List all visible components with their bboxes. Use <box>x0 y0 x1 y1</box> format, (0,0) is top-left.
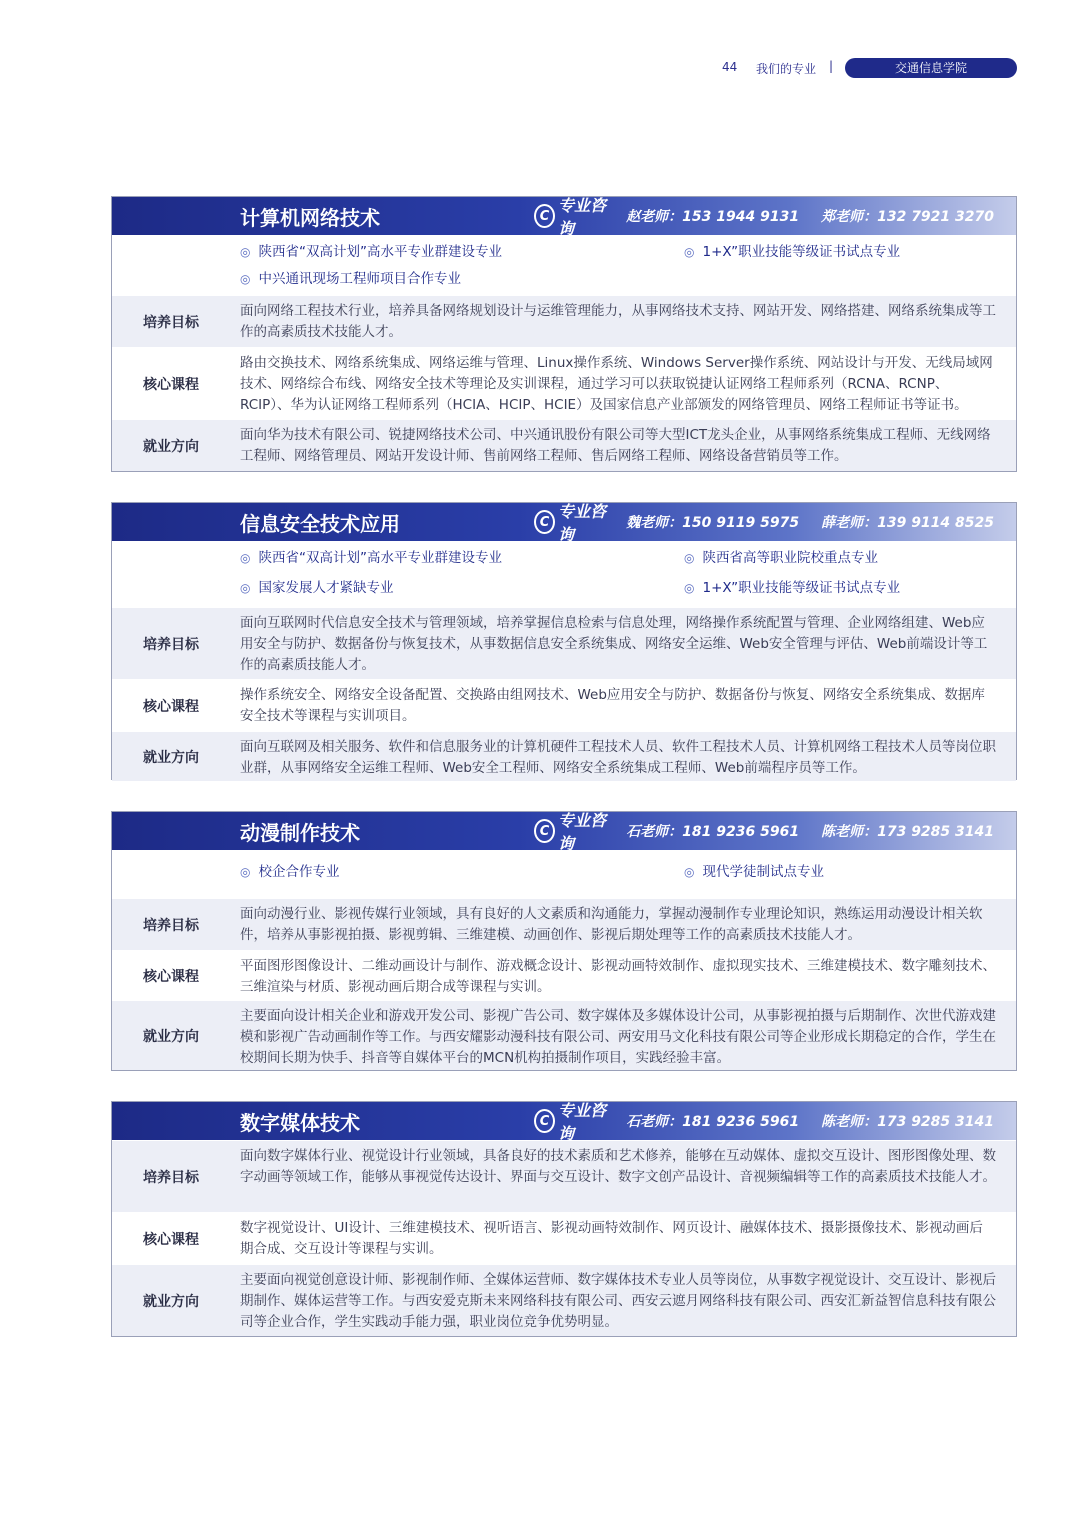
contact-1: 赵老师：153 1944 9131 <box>626 209 800 225</box>
courses-label: 核心课程 <box>143 698 199 715</box>
program-tag: ◎ 陕西省高等职业院校重点专业 <box>684 550 878 566</box>
program-header <box>112 811 1016 853</box>
section-name: 我们的专业 <box>756 62 817 76</box>
program-tag: ◎ 中兴通讯现场工程师项目合作专业 <box>240 271 461 287</box>
goal-row <box>112 295 1016 347</box>
consult-info <box>534 502 1016 544</box>
career-text: 面向互联网及相关服务、软件和信息服务业的计算机硬件工程技术人员、软件工程技术人员、计算机网络工程技术人员等岗位职业群，从事网络安全运维工程师、Web安全工程师、网络安全系统集成工程师、Web前端程序员等工作。 <box>240 739 996 776</box>
program-tag: ◎ 国家发展人才紧缺专业 <box>240 580 394 596</box>
courses-row <box>112 1212 1016 1264</box>
consult-label: 专业咨询 <box>557 502 606 544</box>
circle-bullet-icon: ◎ <box>684 245 695 259</box>
goal-text: 面向动漫行业、影视传媒行业领域，具有良好的人文素质和沟通能力，掌握动漫制作专业理论知识，熟练运用动漫设计相关软件，培养从事影视拍摄、影视剪辑、三维建模、动画创作、影视后期处理等工作的高素质技术技能人才。 <box>240 906 983 943</box>
goal-text: 面向网络工程技术行业，培养具备网络规划设计与运维管理能力，从事网络技术支持、网站开发、网络搭建、网络系统集成等工作的高素质技术技能人才。 <box>240 303 996 340</box>
program-title: 动漫制作技术 <box>240 821 360 845</box>
courses-label: 核心课程 <box>143 1231 199 1248</box>
goal-row <box>112 607 1016 679</box>
program-header <box>112 196 1016 238</box>
phone-icon: C <box>534 204 555 228</box>
program-card-security <box>111 502 1017 780</box>
consult-label: 专业咨询 <box>557 196 606 238</box>
program-header <box>112 502 1016 544</box>
contact-1: 石老师：181 9236 5961 <box>626 1114 800 1130</box>
phone-icon: C <box>534 1109 555 1133</box>
courses-row <box>112 679 1016 731</box>
goal-text: 面向数字媒体行业、视觉设计行业领域，具备良好的技术素质和艺术修养，能够在互动媒体、虚拟交互设计、图形图像处理、数字动画等领域工作，能够从事视觉传达设计、界面与交互设计、数字文创产品设计、音视频编辑等工作的高素质技术技能人才。 <box>240 1148 996 1185</box>
circle-bullet-icon: ◎ <box>240 865 251 879</box>
program-tag: ◎ 陕西省“双高计划”高水平专业群建设专业 <box>240 244 502 260</box>
career-text: 面向华为技术有限公司、锐捷网络技术公司、中兴通讯股份有限公司等大型ICT龙头企业，从事网络系统集成工程师、无线网络工程师、网络管理员、网站开发设计师、售前网络工程师、售后网络工程师、网络设备营销员等工作。 <box>240 427 991 464</box>
courses-text: 数字视觉设计、UI设计、三维建模技术、视听语言、影视动画特效制作、网页设计、融媒体技术、摄影摄像技术、影视动画后期合成、交互设计等课程与实训。 <box>240 1220 983 1257</box>
header-separator: | <box>829 59 834 73</box>
circle-bullet-icon: ◎ <box>240 551 251 565</box>
courses-label: 核心课程 <box>143 376 199 393</box>
consult-label: 专业咨询 <box>557 1101 606 1143</box>
career-text: 主要面向视觉创意设计师、影视制作师、全媒体运营师、数字媒体技术专业人员等岗位，从事数字视觉设计、交互设计、影视后期制作、媒体运营等工作。与西安爱克斯未来网络科技有限公司、西安云遮月网络科技有限公司、西安汇新益智信息科技有限公司等企业合作，学生实践动手能力强，职业岗位竞争优势明显。 <box>240 1272 996 1330</box>
circle-bullet-icon: ◎ <box>240 581 251 595</box>
program-header <box>112 1101 1016 1143</box>
circle-bullet-icon: ◎ <box>684 581 695 595</box>
goal-label: 培养目标 <box>143 917 199 934</box>
program-card-digital-media <box>111 1101 1017 1337</box>
courses-text: 路由交换技术、网络系统集成、网络运维与管理、Linux操作系统、Windows Server操作系统、网站设计与开发、无线局域网技术、网络综合布线、网络安全技术等理论及实训课程，通过学习可以获取锐捷认证网络工程师系列（RCNA、RCNP、RCIP）、华为认证网络工程师系列（HCIA、HCIP、HCIE）及国家信息产业部颁发的网络管理员、网络工程师证书等证书。 <box>240 355 993 413</box>
circle-bullet-icon: ◎ <box>684 865 695 879</box>
program-title: 数字媒体技术 <box>240 1111 360 1135</box>
career-label: 就业方向 <box>143 1293 199 1310</box>
courses-label: 核心课程 <box>143 968 199 985</box>
goal-label: 培养目标 <box>143 314 199 331</box>
career-row <box>112 1264 1016 1336</box>
career-label: 就业方向 <box>143 438 199 455</box>
goal-label: 培养目标 <box>143 636 199 653</box>
goal-row <box>112 898 1016 950</box>
program-tag: ◎ 现代学徒制试点专业 <box>684 864 824 880</box>
program-tags <box>112 850 1016 898</box>
program-tag: ◎ 校企合作专业 <box>240 864 340 880</box>
consult-info <box>534 196 1016 238</box>
courses-row <box>112 347 1016 419</box>
contact-2: 薛老师：139 9114 8525 <box>821 515 994 531</box>
contact-1: 魏老师：150 9119 5975 <box>626 515 800 531</box>
phone-icon: C <box>534 510 555 534</box>
contact-2: 陈老师：173 9285 3141 <box>821 1114 994 1130</box>
phone-icon: C <box>534 819 555 843</box>
courses-text: 操作系统安全、网络安全设备配置、交换路由组网技术、Web应用安全与防护、数据备份与恢复、网络安全系统集成、数据库安全技术等课程与实训项目。 <box>240 687 985 724</box>
program-tag: ◎ 1+X”职业技能等级证书试点专业 <box>684 244 901 260</box>
career-label: 就业方向 <box>143 1028 199 1045</box>
program-tag: ◎ 陕西省“双高计划”高水平专业群建设专业 <box>240 550 502 566</box>
program-tags <box>112 235 1016 295</box>
program-card-animation <box>111 811 1017 1071</box>
goal-label: 培养目标 <box>143 1169 199 1186</box>
courses-row <box>112 950 1016 1000</box>
circle-bullet-icon: ◎ <box>240 272 251 286</box>
program-title: 计算机网络技术 <box>240 206 380 230</box>
program-tag: ◎ 1+X”职业技能等级证书试点专业 <box>684 580 901 596</box>
goal-text: 面向互联网时代信息安全技术与管理领域，培养掌握信息检索与信息处理，网络操作系统配置与管理、企业网络组建、Web应用安全与防护、数据备份与恢复技术，从事数据信息安全系统集成、网络安全运维、Web安全管理与评估、Web前端设计等工作的高素质技能人才。 <box>240 615 988 673</box>
goal-row <box>112 1140 1016 1212</box>
courses-text: 平面图形图像设计、二维动画设计与制作、游戏概念设计、影视动画特效制作、虚拟现实技术、三维建模技术、数字雕刻技术、三维渲染与材质、影视动画后期合成等课程与实训。 <box>240 958 996 995</box>
circle-bullet-icon: ◎ <box>240 245 251 259</box>
program-card-network <box>111 196 1017 472</box>
consult-info <box>534 811 1016 853</box>
program-tags <box>112 541 1016 607</box>
consult-info <box>534 1101 1016 1143</box>
career-label: 就业方向 <box>143 749 199 766</box>
program-title: 信息安全技术应用 <box>240 512 400 536</box>
contact-2: 郑老师：132 7921 3270 <box>821 209 994 225</box>
page-header <box>0 56 1080 80</box>
career-row <box>112 1000 1016 1070</box>
consult-label: 专业咨询 <box>557 811 606 853</box>
career-row <box>112 731 1016 781</box>
page-number: 44 <box>722 60 738 74</box>
career-text: 主要面向设计相关企业和游戏开发公司、影视广告公司、数字媒体及多媒体设计公司，从事影视拍摄与后期制作、次世代游戏建模和影视广告动画制作等工作。与西安耀影动漫科技有限公司、两安用马文化科技有限公司等企业形成长期稳定的合作，学生在校期间长期为快手、抖音等自媒体平台的MCN机构拍摄制作项目，实践经验丰富。 <box>240 1008 996 1066</box>
career-row <box>112 419 1016 471</box>
college-name-pill: 交通信息学院 <box>845 58 1017 78</box>
contact-1: 石老师：181 9236 5961 <box>626 824 800 840</box>
contact-2: 陈老师：173 9285 3141 <box>821 824 994 840</box>
circle-bullet-icon: ◎ <box>684 551 695 565</box>
